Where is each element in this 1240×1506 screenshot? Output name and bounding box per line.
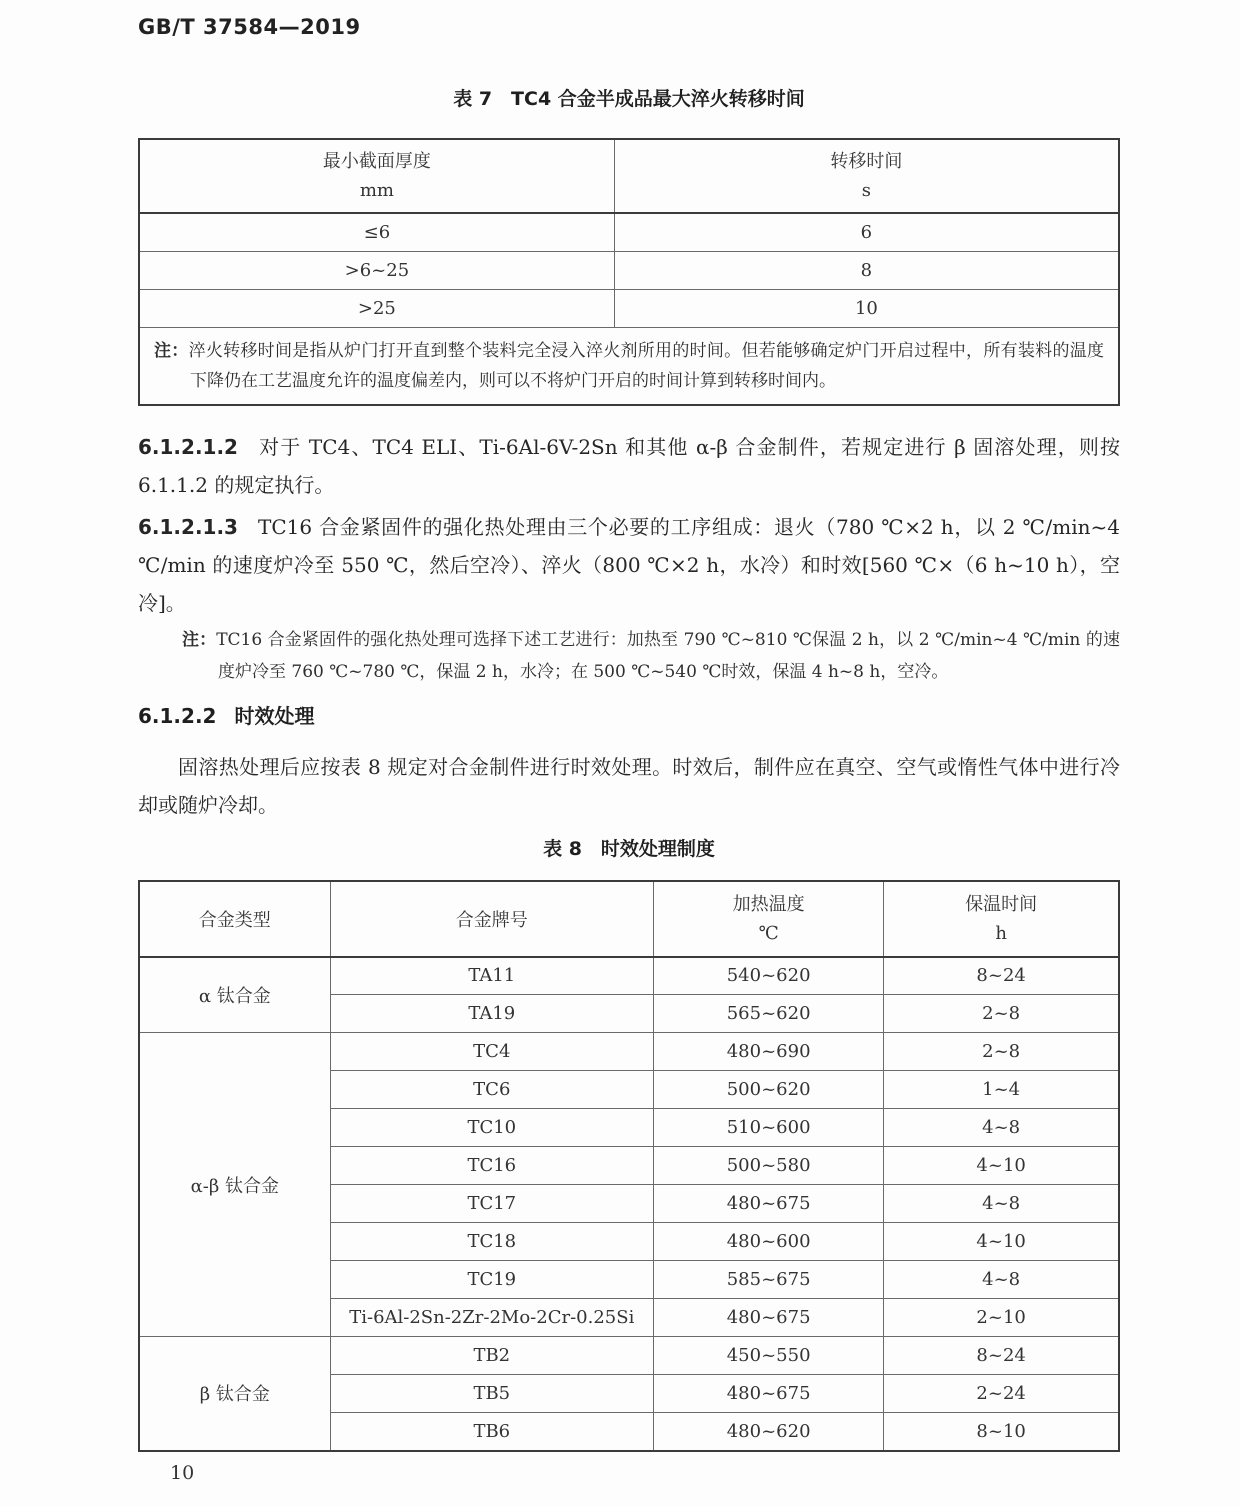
column-label: 合金类型: [198, 909, 271, 931]
table-cell: >6~25: [139, 251, 614, 289]
table-cell: 6: [614, 213, 1119, 251]
table-cell: 450~550: [653, 1337, 883, 1375]
table-cell: TC16: [330, 1147, 653, 1185]
table-cell: TC19: [330, 1261, 653, 1299]
table-cell: 540~620: [653, 957, 883, 995]
table-row: [139, 213, 1119, 251]
table8-col-heating-temp: [653, 881, 883, 957]
page-content: [138, 14, 1120, 1452]
table8-aging-treatment: [138, 880, 1120, 1452]
column-unit: s: [861, 180, 872, 201]
paragraph-aging-intro: 固溶热处理后应按表 8 规定对合金制件进行时效处理。时效后，制件应在真空、空气或惰性气体中进行冷却或随炉冷却。: [138, 754, 1120, 817]
table-cell: 2~24: [884, 1375, 1119, 1413]
table-cell: TB6: [330, 1413, 653, 1451]
table7-quench-transfer-time: [138, 138, 1120, 406]
table7-note: [154, 336, 1104, 396]
table-cell: ≤6: [139, 213, 614, 251]
table-row: [139, 251, 1119, 289]
heading-text: 时效处理: [234, 703, 315, 728]
table8-col-alloy-type: [139, 881, 330, 957]
table-cell: TA11: [330, 957, 653, 995]
table-cell: 565~620: [653, 995, 883, 1033]
column-label: 转移时间: [830, 151, 903, 172]
table-cell: 10: [614, 289, 1119, 327]
table-cell: 4~10: [884, 1147, 1119, 1185]
table8-title: 表 8 时效处理制度: [543, 837, 715, 860]
table-row: [139, 957, 1119, 995]
table-cell: 510~600: [653, 1109, 883, 1147]
table-cell: TC18: [330, 1223, 653, 1261]
note-6-1-2-1-3: [182, 624, 1120, 688]
note-text: 淬火转移时间是指从炉门打开直到整个装料完全浸入淬火剂所用的时间。但若能够确定炉门开启过程中，所有装料的温度下降仍在工艺温度允许的温度偏差内，则可以不将炉门开启的时间计算到转移时间内。: [188, 340, 1105, 391]
column-label: 加热温度: [732, 893, 805, 915]
table-cell: 480~600: [653, 1223, 883, 1261]
page-number: 10: [170, 1462, 195, 1484]
heading-6-1-2-2: [138, 702, 1120, 730]
column-unit: ℃: [758, 922, 779, 944]
table-cell: 500~620: [653, 1071, 883, 1109]
table-row: [139, 1033, 1119, 1071]
column-label: 最小截面厚度: [322, 151, 431, 172]
column-unit: mm: [359, 180, 394, 201]
table-cell: TB2: [330, 1337, 653, 1375]
table7-note-row: [139, 327, 1119, 405]
table-cell: TC4: [330, 1033, 653, 1071]
table-row: [139, 1337, 1119, 1375]
table-cell: 4~8: [884, 1185, 1119, 1223]
paragraph-text: TC16 合金紧固件的强化热处理由三个必要的工序组成：退火（780 ℃×2 h，以 2 ℃/min~4 ℃/min 的速度炉冷至 550 ℃，然后空冷）、淬火（800 ℃×2 h，水冷）和时效[560 ℃×（6 h~10 h），空冷]。: [138, 514, 1120, 615]
table-cell: 2~10: [884, 1299, 1119, 1337]
table8-header-row: [139, 881, 1119, 957]
table-cell: TA19: [330, 995, 653, 1033]
table8-col-alloy-grade: [330, 881, 653, 957]
section-number: 6.1.2.1.2: [138, 434, 238, 459]
table8-col-holding-time: [884, 881, 1119, 957]
section-number: 6.1.2.2: [138, 703, 217, 728]
table-cell: 8~24: [884, 957, 1119, 995]
paragraph-6-1-2-1-2: [138, 428, 1120, 504]
table7-title: 表 7 TC4 合金半成品最大淬火转移时间: [453, 88, 805, 110]
paragraph-6-1-2-1-3: [138, 508, 1120, 622]
table-cell: TC10: [330, 1109, 653, 1147]
table-cell: 8: [614, 251, 1119, 289]
table7-note-cell: [139, 327, 1119, 405]
table-cell: 2~8: [884, 995, 1119, 1033]
table-cell: 480~675: [653, 1299, 883, 1337]
table7-col-thickness: [139, 139, 614, 213]
note-label: 注：: [154, 340, 189, 361]
table-cell: 480~675: [653, 1185, 883, 1223]
table-cell: 1~4: [884, 1071, 1119, 1109]
table7-header-row: [139, 139, 1119, 213]
table-cell: 2~8: [884, 1033, 1119, 1071]
table-cell: TC6: [330, 1071, 653, 1109]
alloy-type-cell: β 钛合金: [139, 1337, 330, 1451]
table-cell: Ti-6Al-2Sn-2Zr-2Mo-2Cr-0.25Si: [330, 1299, 653, 1337]
table-cell: 500~580: [653, 1147, 883, 1185]
table-cell: 8~10: [884, 1413, 1119, 1451]
table-row: [139, 289, 1119, 327]
table-cell: >25: [139, 289, 614, 327]
table-cell: 480~690: [653, 1033, 883, 1071]
column-label: 保温时间: [965, 893, 1038, 915]
standard-number: GB/T 37584—2019: [138, 15, 361, 39]
table-cell: 585~675: [653, 1261, 883, 1299]
table-cell: TB5: [330, 1375, 653, 1413]
note-label: 注：: [182, 629, 217, 650]
section-number: 6.1.2.1.3: [138, 514, 238, 539]
table7-col-transfer-time: [614, 139, 1119, 213]
table-cell: 480~620: [653, 1413, 883, 1451]
table-cell: 4~8: [884, 1109, 1119, 1147]
note-text: TC16 合金紧固件的强化热处理可选择下述工艺进行：加热至 790 ℃~810 ℃保温 2 h，以 2 ℃/min~4 ℃/min 的速度炉冷至 760 ℃~780 ℃，保温 2 h，水冷；在 500 ℃~540 ℃时效，保温 4 h~8 h，空冷。: [216, 629, 1120, 682]
paragraph-text: 对于 TC4、TC4 ELI、Ti-6Al-6V-2Sn 和其他 α-β 合金制件，若规定进行 β 固溶处理，则按 6.1.1.2 的规定执行。: [138, 434, 1120, 497]
column-unit: h: [995, 922, 1007, 944]
table-cell: TC17: [330, 1185, 653, 1223]
alloy-type-cell: α-β 钛合金: [139, 1033, 330, 1337]
table-cell: 8~24: [884, 1337, 1119, 1375]
table-cell: 480~675: [653, 1375, 883, 1413]
table-cell: 4~10: [884, 1223, 1119, 1261]
column-label: 合金牌号: [455, 909, 528, 931]
table-cell: 4~8: [884, 1261, 1119, 1299]
alloy-type-cell: α 钛合金: [139, 957, 330, 1033]
